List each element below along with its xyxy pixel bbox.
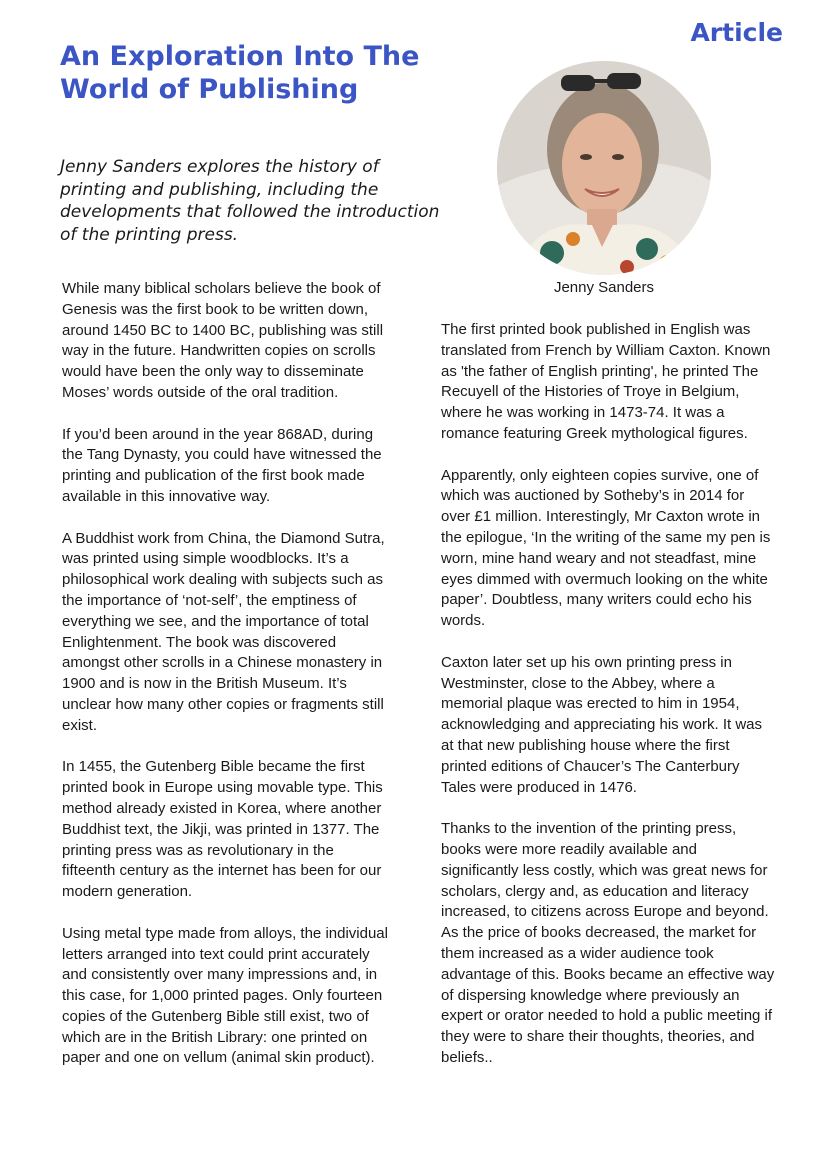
body-paragraph: A Buddhist work from China, the Diamond Sutra, was printed using simple woodblocks. It’s a philosophical work dealing with subjects such as the importance of ‘not-self’, the emptiness of everything we see, and the importance of total Enlightenment. The book was discovered amongst other scrolls in a Chinese monastery in 1900 and is now in the British Museum. It’s unclear how many other copies or fragments still exist. — [62, 529, 385, 734]
body-paragraph: The first printed book published in English was translated from French by William Caxton. Known as 'the father of English printing', he printed The Recuyell of the Histories of Troye in Belgium, where he was working in 1473-74. It was a romance featuring Greek mythological figures. — [441, 321, 771, 442]
body-paragraph: Caxton later set up his own printing press in Westminster, close to the Abbey, where a memorial plaque was erected to him in 1954, acknowledging and appreciating his work. It was at that new publishing house where the first printed editions of Chaucer’s The Canterbury Tales were produced in 1476. — [441, 653, 763, 796]
body-column-right — [441, 320, 777, 1089]
body-column-left — [62, 279, 390, 1090]
author-photo-caption: Jenny Sanders — [553, 279, 655, 296]
section-label: Article — [690, 18, 783, 47]
body-paragraph: In 1455, the Gutenberg Bible became the first printed book in Europe using movable type. This method already existed in Korea, where another Buddhist text, the Jikji, was printed in 1377. The printing press was as revolutionary in the fifteenth century as the internet has been for our modern generation. — [62, 758, 383, 901]
body-paragraph: Using metal type made from alloys, the individual letters arranged into text could print accurately and consistently over many impressions and, in this case, for 1,000 printed pages. Only fourteen copies of the Gutenberg Bible still exist, two of which are in the British Library: one printed on paper and one on vellum (animal skin product). — [62, 924, 388, 1067]
body-paragraph: Apparently, only eighteen copies survive, one of which was auctioned by Sotheby’s in 2014 for over £1 million. Interestingly, Mr Caxton wrote in the epilogue, ‘In the writing of the same my pen is worn, mine hand weary and not steadfast, mine eyes dimmed with overmuch looking on the white paper’. Doubtless, many writers could echo his words. — [441, 466, 771, 630]
body-paragraph: If you’d been around in the year 868AD, during the Tang Dynasty, you could have witnessed the printing and publication of the first book made available in this innovative way. — [62, 425, 382, 505]
body-paragraph: While many biblical scholars believe the book of Genesis was the first book to be written down, around 1450 BC to 1400 BC, publishing was still way in the future. Handwritten copies on scrolls would have been the only way to disseminate Moses’ words outside of the oral tradition. — [62, 280, 384, 401]
body-paragraph: Thanks to the invention of the printing press, books were more readily available and significantly less costly, which was great news for scholars, clergy and, as education and literacy increased, to citizens across Europe and beyond. As the price of books decreased, the market for them increased as a wider audience took advantage of this. Books became an effective way of dispersing knowledge where previously an expert or orator needed to hold a public meeting if they were to share their thoughts, theories, and beliefs.. — [441, 820, 775, 1066]
article-standfirst: Jenny Sanders explores the history of printing and publishing, including the developments that followed the introduction of the printing press. — [60, 157, 440, 245]
author-photo — [497, 61, 711, 275]
article-title: An Exploration Into The World of Publishing — [60, 41, 420, 105]
